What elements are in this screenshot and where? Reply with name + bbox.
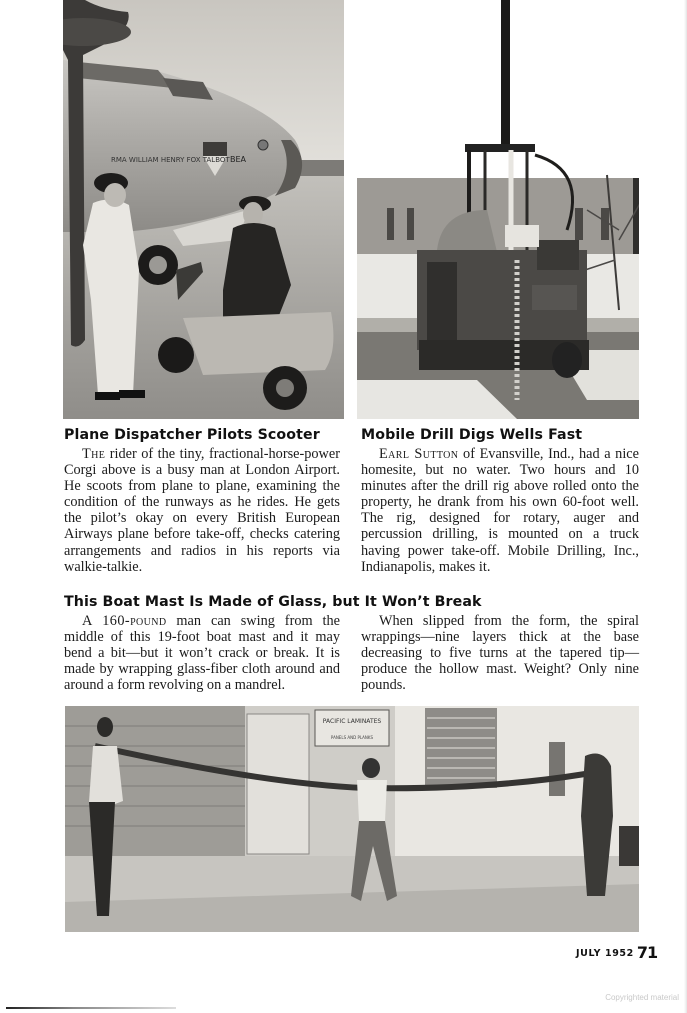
- page-number: 71: [636, 943, 658, 962]
- photo-drill-rig: [357, 0, 639, 419]
- svg-text:PANELS AND PLANKS: PANELS AND PLANKS: [330, 735, 374, 740]
- scan-edge-line: [6, 1007, 176, 1009]
- article-body-plane-dispatcher: [64, 446, 340, 575]
- article-body-mobile-drill: [361, 446, 639, 575]
- body-copy: man can swing from the middle of this 19-foot boat mast and it may bend a bit—but it won’t crack or break. It is made by wrapping glass-fiber cloth around and around a form revolving on a mandrel.: [64, 613, 340, 694]
- issue-date: JULY 1952: [576, 948, 634, 959]
- headline-mobile-drill: Mobile Drill Digs Wells Fast: [361, 427, 583, 443]
- body-copy: rider of the tiny, fractional-horse-power Corgi above is a busy man at London Airport. He scoots from plane to plane, examining the condition of the runways as he rides. He gets the pilot’s okay on every British European Airways plane before take-off, checks catering arrangements and radios in his reports via walkie-talkie.: [64, 446, 340, 575]
- svg-text:RMA WILLIAM HENRY FOX TALBOT: RMA WILLIAM HENRY FOX TALBOT: [111, 156, 230, 164]
- photo-plane-scooter: [63, 0, 344, 419]
- svg-text:PACIFIC LAMINATES: PACIFIC LAMINATES: [322, 718, 382, 725]
- body-copy: When slipped from the form, the spiral wrappings—nine layers thick at the base decreasing to five turns at the tapered tip—produce the hollow mast. Weight? Only nine pounds.: [361, 613, 639, 694]
- copyright-watermark: Copyrighted material: [605, 993, 679, 1002]
- lead-in: The: [82, 446, 106, 462]
- page-folio: [576, 943, 657, 962]
- svg-text:BEA: BEA: [230, 155, 247, 164]
- lead-in: Earl Sutton: [379, 446, 459, 462]
- photo-glass-boat-mast: [65, 706, 639, 932]
- article-body-glass-mast-col2: [361, 613, 639, 693]
- article-body-glass-mast-col1: [64, 613, 340, 693]
- headline-plane-dispatcher: Plane Dispatcher Pilots Scooter: [64, 427, 320, 443]
- headline-glass-boat-mast: This Boat Mast Is Made of Glass, but It Won’t Break: [64, 594, 482, 610]
- lead-in: A 160-pound: [82, 613, 167, 629]
- body-copy: of Evansville, Ind., had a nice homesite, but no water. Two hours and 10 minutes after the drill rig above rolled onto the property, he drank from his own 60-foot well. The rig, designed for rotary, auger and percussion drilling, is mounted on a truck having power take-off. Mobile Drilling, Inc., Indianapolis, makes it.: [361, 446, 639, 575]
